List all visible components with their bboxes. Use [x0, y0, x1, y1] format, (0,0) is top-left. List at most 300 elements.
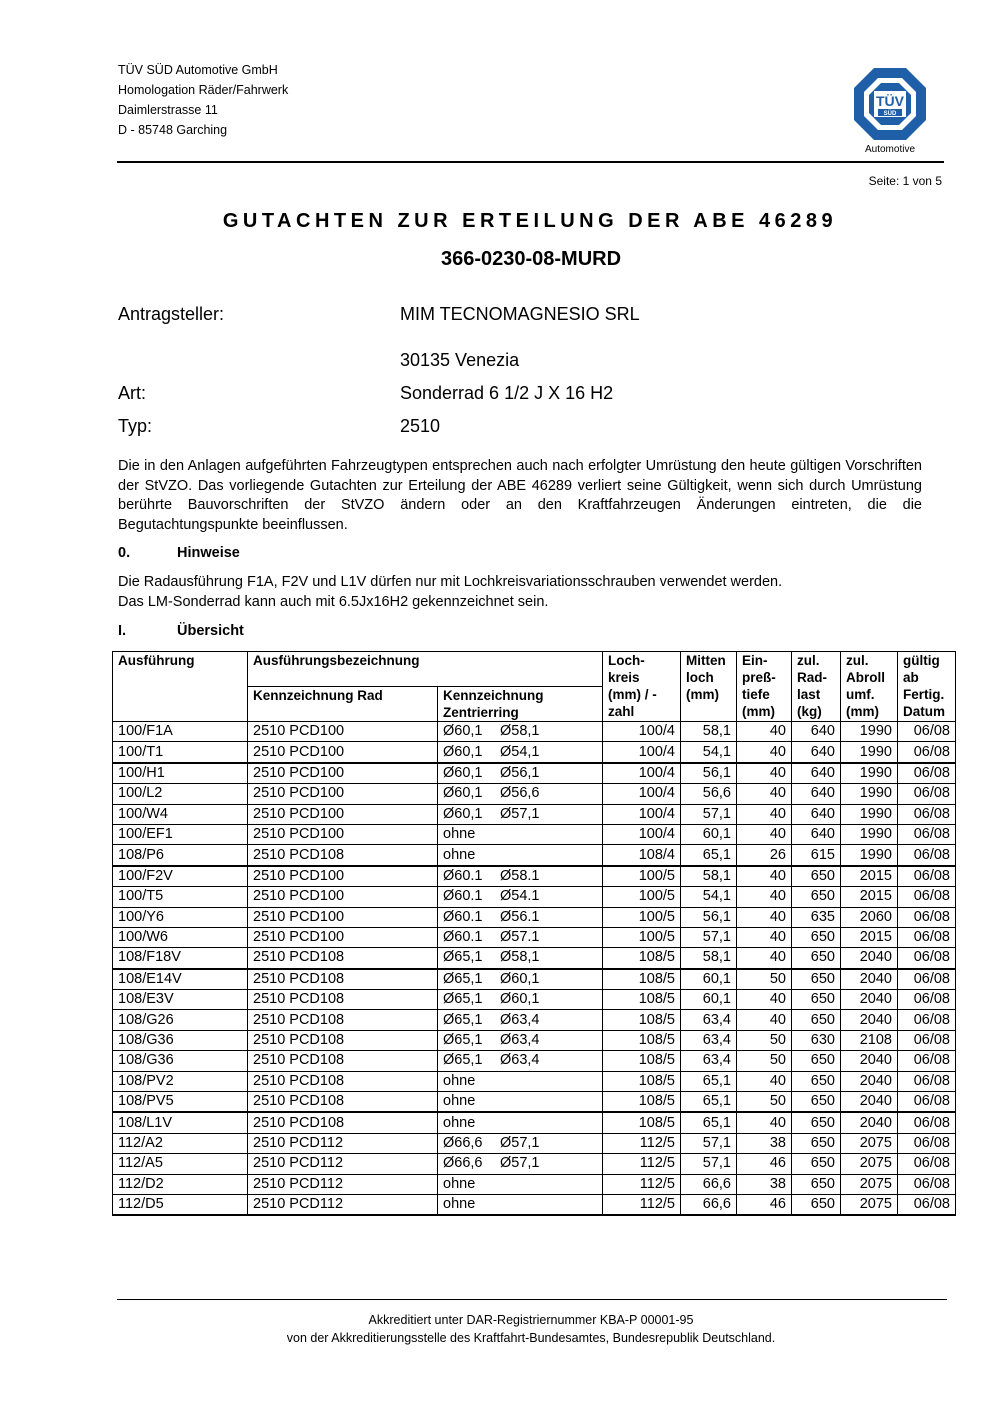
cell-text: Ø60,1	[443, 743, 483, 760]
table-row	[113, 887, 956, 907]
cell-text: Ø60,1	[500, 970, 540, 987]
table-cell	[792, 1010, 841, 1030]
table-cell	[792, 1154, 841, 1174]
cell-text: ohne	[443, 1072, 476, 1089]
table-cell	[681, 742, 737, 763]
cell-text: 2510 PCD100	[253, 723, 345, 740]
table-cell	[792, 907, 841, 927]
cell-text: 2510 PCD100	[253, 826, 345, 843]
table-cell	[681, 969, 737, 990]
cell-text: 06/08	[913, 1135, 950, 1151]
cell-text: 63,4	[702, 1011, 731, 1028]
cell-text: 650	[810, 1135, 835, 1151]
cell-text: 100/4	[638, 723, 675, 740]
cell-text: 1990	[859, 805, 892, 822]
cell-text: 2040	[859, 1093, 892, 1110]
table-cell	[438, 784, 603, 804]
table-cell	[737, 722, 792, 742]
table-cell	[113, 845, 248, 866]
cell-text: 2510 PCD108	[253, 1032, 345, 1049]
table-cell	[841, 948, 898, 969]
cell-text: 100/4	[638, 826, 675, 843]
cell-text: 2040	[859, 1114, 892, 1131]
table-cell	[737, 990, 792, 1010]
cell-text: Ø58,1	[500, 723, 540, 740]
col-header: zul. Rad- last (kg)	[792, 652, 841, 722]
table-cell	[681, 866, 737, 887]
table-cell	[113, 927, 248, 947]
table-cell	[248, 948, 438, 969]
table-cell	[681, 1071, 737, 1091]
cell-text: 2510 PCD108	[253, 970, 345, 987]
table-cell	[792, 1092, 841, 1113]
svg-text:TÜV: TÜV	[876, 93, 904, 109]
table-cell	[438, 907, 603, 927]
cell-text: Ø60,1	[443, 764, 483, 781]
table-cell	[681, 784, 737, 804]
cell-text: 650	[810, 949, 835, 966]
sender-address	[118, 60, 288, 140]
table-cell	[438, 1194, 603, 1215]
table-cell	[681, 1051, 737, 1071]
cell-text: 46	[769, 1155, 786, 1172]
cell-text: 58,1	[702, 723, 731, 740]
cell-text: 650	[810, 1155, 835, 1172]
cell-text: 640	[810, 723, 835, 740]
table-cell	[438, 742, 603, 763]
table-cell	[841, 927, 898, 947]
table-cell	[113, 784, 248, 804]
table-cell	[248, 824, 438, 844]
cell-text: 06/08	[913, 929, 950, 946]
table-row	[113, 1174, 956, 1194]
cell-text: 100/L2	[118, 785, 163, 802]
table-row	[113, 1133, 956, 1153]
section-heading: Übersicht	[177, 623, 244, 639]
note-line: Die Radausführung F1A, F2V und L1V dürfen nur mit Lochkreisvariationsschrauben verwendet werden.	[118, 574, 783, 590]
table-cell	[438, 990, 603, 1010]
table-cell	[603, 1030, 681, 1050]
table-cell	[438, 824, 603, 844]
table-cell	[898, 763, 956, 784]
table-row	[113, 1030, 956, 1050]
cell-text: Ø60,1	[443, 785, 483, 802]
cell-text: 2510 PCD100	[253, 908, 345, 925]
table-cell	[681, 722, 737, 742]
table-cell	[841, 1174, 898, 1194]
cell-text: 640	[810, 785, 835, 802]
table-cell	[898, 1154, 956, 1174]
svg-text:SÜD: SÜD	[883, 111, 897, 117]
table-cell	[248, 1051, 438, 1071]
cell-text: 40	[769, 743, 786, 760]
table-cell	[841, 1010, 898, 1030]
cell-text: 2510 PCD100	[253, 785, 345, 802]
table-cell	[603, 845, 681, 866]
col-header: Ein- preß- tiefe (mm)	[737, 652, 792, 722]
cell-text: 63,4	[702, 1032, 731, 1049]
table-cell	[792, 1071, 841, 1091]
cell-text: Ø60,1	[500, 991, 540, 1008]
table-cell	[113, 948, 248, 969]
cell-text: Ø60.1	[443, 888, 483, 905]
table-cell	[603, 887, 681, 907]
col-header: gültig ab Fertig. Datum	[898, 652, 956, 722]
cell-text: 40	[769, 867, 786, 884]
cell-text: 06/08	[913, 826, 950, 843]
table-cell	[248, 866, 438, 887]
cell-text: 06/08	[913, 888, 950, 905]
cell-text: 60,1	[702, 970, 731, 987]
table-cell	[113, 887, 248, 907]
table-cell	[898, 990, 956, 1010]
table-cell	[438, 887, 603, 907]
cell-text: 108/P6	[118, 846, 164, 863]
cell-text: 650	[810, 867, 835, 884]
cell-text: 100/5	[638, 867, 675, 884]
cell-text: 108/G36	[118, 1052, 174, 1069]
table-cell	[681, 990, 737, 1010]
overview-table	[112, 651, 956, 1216]
cell-text: 650	[810, 1072, 835, 1089]
cell-text: 2075	[859, 1135, 892, 1151]
cell-text: 650	[810, 1011, 835, 1028]
table-row	[113, 1112, 956, 1133]
table-cell	[841, 763, 898, 784]
table-cell	[603, 1133, 681, 1153]
cell-text: 2510 PCD100	[253, 764, 345, 781]
table-cell	[737, 1133, 792, 1153]
cell-text: 2040	[859, 970, 892, 987]
cell-text: 108/G26	[118, 1011, 174, 1028]
cell-text: 100/F2V	[118, 867, 173, 884]
table-cell	[248, 742, 438, 763]
cell-text: 60,1	[702, 826, 731, 843]
cell-text: 58,1	[702, 949, 731, 966]
cell-text: 2015	[859, 929, 892, 946]
cell-text: 100/4	[638, 785, 675, 802]
cell-text: 640	[810, 743, 835, 760]
table-cell	[248, 804, 438, 824]
table-cell	[681, 1112, 737, 1133]
table-cell	[113, 742, 248, 763]
cell-text: 630	[810, 1032, 835, 1049]
logo-caption: Automotive	[864, 144, 916, 155]
cell-text: 56,1	[702, 908, 731, 925]
cell-text: 108/5	[638, 1032, 675, 1049]
table-cell	[841, 824, 898, 844]
cell-text: 100/H1	[118, 764, 165, 781]
cell-text: 2510 PCD112	[253, 1155, 344, 1172]
table-cell	[603, 990, 681, 1010]
table-row	[113, 1154, 956, 1174]
table-cell	[681, 1010, 737, 1030]
table-cell	[681, 1194, 737, 1215]
table-cell	[248, 1010, 438, 1030]
cell-text: 65,1	[702, 1114, 731, 1131]
cell-text: 100/5	[638, 908, 675, 925]
cell-text: 100/5	[638, 929, 675, 946]
cell-text: 40	[769, 991, 786, 1008]
cell-text: Ø65,1	[443, 949, 483, 966]
cell-text: 635	[810, 908, 835, 925]
model-label: Typ:	[118, 416, 153, 436]
table-cell	[603, 804, 681, 824]
cell-text: 50	[769, 970, 786, 987]
cell-text: 2510 PCD100	[253, 805, 345, 822]
table-cell	[737, 907, 792, 927]
cell-text: 108/F18V	[118, 949, 181, 966]
table-cell	[737, 948, 792, 969]
table-cell	[792, 1174, 841, 1194]
table-cell	[681, 948, 737, 969]
cell-text: 40	[769, 1072, 786, 1089]
table-cell	[841, 969, 898, 990]
cell-text: 06/08	[913, 785, 950, 802]
cell-text: 54,1	[702, 888, 731, 905]
cell-text: 108/5	[638, 1052, 675, 1069]
table-cell	[603, 1174, 681, 1194]
table-cell	[737, 784, 792, 804]
table-cell	[438, 845, 603, 866]
footer-line: Akkreditiert unter DAR-Registriernummer KBA-P 00001-95	[368, 1313, 694, 1327]
document-title: GUTACHTEN ZUR ERTEILUNG DER ABE 46289	[222, 210, 838, 232]
table-cell	[792, 722, 841, 742]
cell-text: 100/W6	[118, 929, 168, 946]
cell-text: 108/5	[638, 991, 675, 1008]
table-cell	[898, 887, 956, 907]
table-cell	[898, 1092, 956, 1113]
table-cell	[248, 722, 438, 742]
table-cell	[113, 824, 248, 844]
table-cell	[681, 1092, 737, 1113]
table-cell	[792, 969, 841, 990]
cell-text: 1990	[859, 723, 892, 740]
table-cell	[792, 1112, 841, 1133]
table-cell	[248, 1174, 438, 1194]
table-cell	[898, 969, 956, 990]
cell-text: 112/5	[639, 1196, 675, 1213]
table-row	[113, 1010, 956, 1030]
table-cell	[898, 804, 956, 824]
cell-text: 50	[769, 1032, 786, 1049]
cell-text: 100/Y6	[118, 908, 164, 925]
cell-text: 40	[769, 805, 786, 822]
table-row	[113, 804, 956, 824]
table-cell	[113, 1154, 248, 1174]
cell-text: 40	[769, 1011, 786, 1028]
type-value: Sonderrad 6 1/2 J X 16 H2	[400, 383, 614, 403]
cell-text: Ø60,1	[443, 805, 483, 822]
table-cell	[792, 887, 841, 907]
cell-text: 06/08	[913, 1093, 950, 1110]
table-cell	[841, 1154, 898, 1174]
type-label: Art:	[118, 383, 147, 403]
table-cell	[898, 927, 956, 947]
intro-paragraph: Die in den Anlagen aufgeführten Fahrzeugtypen entsprechen auch nach erfolgter Umrüstung den heute gültigen Vorschriften der StVZO. Das vorliegende Gutachten zur Erteilung der ABE 46289 verliert seine Gültigkeit, wenn sich durch Umrüstung berührte Bauvorschriften der StVZO ändern oder an den Kraftfahrzeugen Änderungen eintreten, die die Begutachtungspunkte beeinflussen.	[118, 458, 922, 533]
table-cell	[438, 1174, 603, 1194]
cell-text: 66,6	[702, 1196, 731, 1213]
table-cell	[792, 824, 841, 844]
cell-text: 650	[810, 991, 835, 1008]
table-cell	[841, 1092, 898, 1113]
table-cell	[248, 907, 438, 927]
cell-text: 2510 PCD108	[253, 1114, 345, 1131]
col-header: Ausführung	[113, 652, 248, 722]
cell-text: 2108	[859, 1032, 892, 1049]
cell-text: 06/08	[913, 764, 950, 781]
table-cell	[737, 1174, 792, 1194]
table-cell	[841, 742, 898, 763]
cell-text: 108/L1V	[118, 1114, 173, 1131]
cell-text: 06/08	[913, 949, 950, 966]
table-row	[113, 990, 956, 1010]
cell-text: 54,1	[702, 743, 731, 760]
cell-text: Ø65,1	[443, 1011, 483, 1028]
cell-text: 06/08	[913, 867, 950, 884]
table-cell	[438, 722, 603, 742]
table-cell	[603, 907, 681, 927]
table-cell	[737, 866, 792, 887]
table-cell	[737, 824, 792, 844]
table-cell	[603, 866, 681, 887]
cell-text: ohne	[443, 1114, 476, 1131]
cell-text: ohne	[443, 1196, 476, 1213]
cell-text: Ø58.1	[500, 867, 540, 884]
table-cell	[438, 1010, 603, 1030]
cell-text: Ø63,4	[500, 1011, 540, 1028]
table-cell	[898, 948, 956, 969]
cell-text: 108/PV2	[118, 1072, 174, 1089]
table-cell	[113, 804, 248, 824]
cell-text: Ø66,6	[443, 1155, 483, 1172]
table-cell	[737, 887, 792, 907]
table-cell	[792, 742, 841, 763]
table-cell	[248, 990, 438, 1010]
table-cell	[681, 824, 737, 844]
table-row	[113, 1071, 956, 1091]
cell-text: 615	[810, 846, 835, 863]
cell-text: Ø66,6	[443, 1135, 483, 1151]
table-cell	[792, 804, 841, 824]
cell-text: 57,1	[702, 805, 731, 822]
table-cell	[248, 784, 438, 804]
tuv-logo	[848, 66, 932, 155]
cell-text: 50	[769, 1093, 786, 1110]
table-cell	[841, 1030, 898, 1050]
cell-text: 100/F1A	[118, 723, 173, 740]
cell-text: Ø58,1	[500, 949, 540, 966]
col-header: Mitten loch (mm)	[681, 652, 737, 722]
table-cell	[438, 927, 603, 947]
table-cell	[681, 804, 737, 824]
applicant-value: MIM TECNOMAGNESIO SRL	[400, 304, 640, 324]
table-cell	[792, 948, 841, 969]
table-cell	[737, 1154, 792, 1174]
table-cell	[737, 1010, 792, 1030]
cell-text: 40	[769, 888, 786, 905]
table-cell	[681, 1174, 737, 1194]
table-cell	[792, 866, 841, 887]
model-value: 2510	[400, 416, 441, 436]
table-row	[113, 763, 956, 784]
table-cell	[603, 722, 681, 742]
cell-text: 46	[769, 1196, 786, 1213]
table-cell	[737, 742, 792, 763]
address-line: Daimlerstrasse 11	[118, 103, 218, 117]
cell-text: 2510 PCD108	[253, 1072, 345, 1089]
table-cell	[737, 804, 792, 824]
table-cell	[681, 887, 737, 907]
col-header: Kennzeichnung Zentrierring	[438, 687, 603, 722]
table-cell	[603, 1092, 681, 1113]
cell-text: 40	[769, 908, 786, 925]
table-cell	[841, 804, 898, 824]
table-row	[113, 784, 956, 804]
table-cell	[603, 824, 681, 844]
table-cell	[681, 1154, 737, 1174]
footer	[0, 1311, 992, 1347]
table-cell	[113, 722, 248, 742]
table-cell	[898, 784, 956, 804]
cell-text: 650	[810, 1093, 835, 1110]
table-cell	[737, 1071, 792, 1091]
table-cell	[737, 1030, 792, 1050]
table-cell	[438, 1051, 603, 1071]
cell-text: Ø57,1	[500, 1155, 540, 1172]
table-cell	[737, 763, 792, 784]
cell-text: Ø57,1	[500, 1135, 540, 1151]
cell-text: 06/08	[913, 1196, 950, 1213]
notes	[118, 572, 782, 612]
table-cell	[792, 1051, 841, 1071]
table-cell	[792, 990, 841, 1010]
table-cell	[737, 845, 792, 866]
table-cell	[603, 1154, 681, 1174]
cell-text: 2075	[859, 1175, 892, 1192]
note-line: Das LM-Sonderrad kann auch mit 6.5Jx16H2 gekennzeichnet sein.	[118, 594, 549, 610]
table-cell	[898, 824, 956, 844]
table-cell	[438, 969, 603, 990]
table-cell	[438, 866, 603, 887]
table-cell	[248, 1030, 438, 1050]
applicant-city: 30135 Venezia	[400, 350, 520, 370]
cell-text: ohne	[443, 1175, 476, 1192]
table-cell	[841, 990, 898, 1010]
table-cell	[898, 1071, 956, 1091]
cell-text: 2510 PCD112	[253, 1175, 344, 1192]
table-cell	[438, 1030, 603, 1050]
cell-text: Ø65,1	[443, 970, 483, 987]
table-cell	[603, 927, 681, 947]
table-row	[113, 948, 956, 969]
tuv-octagon-icon	[852, 66, 928, 142]
table-cell	[792, 763, 841, 784]
section-number: 0.	[118, 545, 131, 561]
cell-text: Ø56,1	[500, 764, 540, 781]
table-cell	[792, 1133, 841, 1153]
table-cell	[841, 1194, 898, 1215]
cell-text: 108/5	[638, 1011, 675, 1028]
table-cell	[898, 1010, 956, 1030]
cell-text: 2040	[859, 949, 892, 966]
cell-text: 57,1	[702, 929, 731, 946]
table-cell	[438, 763, 603, 784]
cell-text: 06/08	[913, 991, 950, 1008]
table-cell	[792, 1030, 841, 1050]
cell-text: 2510 PCD108	[253, 846, 345, 863]
cell-text: Ø60,1	[443, 723, 483, 740]
